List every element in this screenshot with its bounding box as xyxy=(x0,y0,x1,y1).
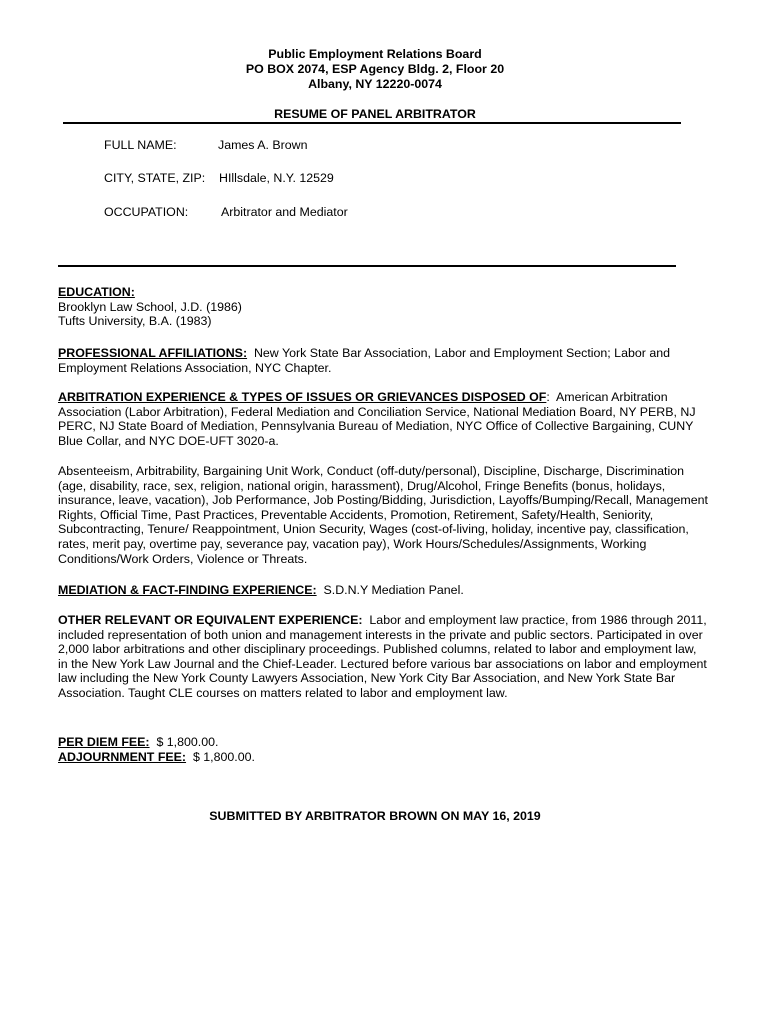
full-name-label: FULL NAME: xyxy=(104,138,177,152)
affiliations-text: New York State Bar Association, Labor and Employment Section; Labor and Employment Relations Association, NYC Chapter. xyxy=(58,346,670,375)
mediation-text: S.D.N.Y Mediation Panel. xyxy=(323,583,464,597)
city-label: CITY, STATE, ZIP: xyxy=(104,171,206,185)
full-name-value: James A. Brown xyxy=(218,138,308,152)
education-section xyxy=(58,285,708,329)
education-item: Tufts University, B.A. (1983) xyxy=(58,314,212,329)
agency-address: PO BOX 2074, ESP Agency Bldg. 2, Floor 20 xyxy=(245,62,505,76)
agency-name: Public Employment Relations Board xyxy=(268,47,482,61)
occupation-label: OCCUPATION: xyxy=(104,205,189,219)
mediation-heading: MEDIATION & FACT-FINDING EXPERIENCE: xyxy=(58,583,317,597)
education-heading: EDUCATION: xyxy=(58,285,135,299)
document-title: RESUME OF PANEL ARBITRATOR xyxy=(274,107,476,121)
experience-section xyxy=(58,390,708,448)
fees-section xyxy=(58,735,708,764)
adjournment-label: ADJOURNMENT FEE: xyxy=(58,749,187,764)
other-experience-section xyxy=(58,613,708,701)
adjournment-value: $ 1,800.00. xyxy=(192,749,255,764)
experience-heading: ARBITRATION EXPERIENCE & TYPES OF ISSUES OR GRIEVANCES DISPOSED OF xyxy=(58,390,547,404)
education-item: Brooklyn Law School, J.D. (1986) xyxy=(58,299,242,314)
agency-city: Albany, NY 12220-0074 xyxy=(308,77,442,91)
title-rule xyxy=(63,122,681,124)
section-rule xyxy=(58,265,676,267)
affiliations-section xyxy=(58,346,708,375)
per-diem-value: $ 1,800.00. xyxy=(156,735,219,749)
other-experience-text: Labor and employment law practice, from 1986 through 2011, included representation of both union and management interests in the private and public sectors. Participated in over 2,000 labor arbitrations and other disciplinary proceedings. Published columns, related to labor and employment law, in the New York Law Journal and the Chief-Leader. Lectured before various bar associations on labor and employment law including the New York County Lawyers Association, New York City Bar Association, and New York State Bar Association. Taught CLE courses on matters related to labor and employment law. xyxy=(58,613,707,700)
other-experience-heading: OTHER RELEVANT OR EQUIVALENT EXPERIENCE: xyxy=(58,613,363,627)
mediation-section xyxy=(58,583,708,598)
city-value: HIllsdale, N.Y. 12529 xyxy=(219,171,334,185)
submission-line: SUBMITTED BY ARBITRATOR BROWN ON MAY 16, 2019 xyxy=(209,809,541,823)
experience-colon: : xyxy=(546,390,550,404)
experience-text: American Arbitration Association (Labor Arbitration), Federal Mediation and Conciliation Service, National Mediation Board, NY PERB, NJ PERC, NJ State Board of Mediation, Pennsylvania Bureau of Mediation, NYC Office of Collective Bargaining, CUNY Blue Collar, and NYC DOE-UFT 3020-a. xyxy=(58,390,696,448)
per-diem-label: PER DIEM FEE: xyxy=(58,735,150,749)
affiliations-heading: PROFESSIONAL AFFILIATIONS: xyxy=(58,346,248,360)
issues-paragraph: Absenteeism, Arbitrability, Bargaining Unit Work, Conduct (off-duty/personal), Discipline, Discharge, Discrimination (age, disability, race, sex, religion, national origin, harassment), Drug/Alcohol, Fringe Benefits (bonus, holidays, insurance, leave, vacation), Job Performance, Job Posting/Bidding, Jurisdiction, Layoffs/Bumping/Recall, Management Rights, Official Time, Past Practices, Preventable Accidents, Promotion, Retirement, Safety/Health, Seniority, Subcontracting, Tenure/ Reappointment, Union Security, Wages (cost-of-living, holiday, incentive pay, classification, rates, merit pay, overtime pay, severance pay, vacation pay), Work Hours/Schedules/Assignments, Working Conditions/Work Orders, Violence or Threats. xyxy=(58,464,708,566)
occupation-value: Arbitrator and Mediator xyxy=(221,205,348,219)
